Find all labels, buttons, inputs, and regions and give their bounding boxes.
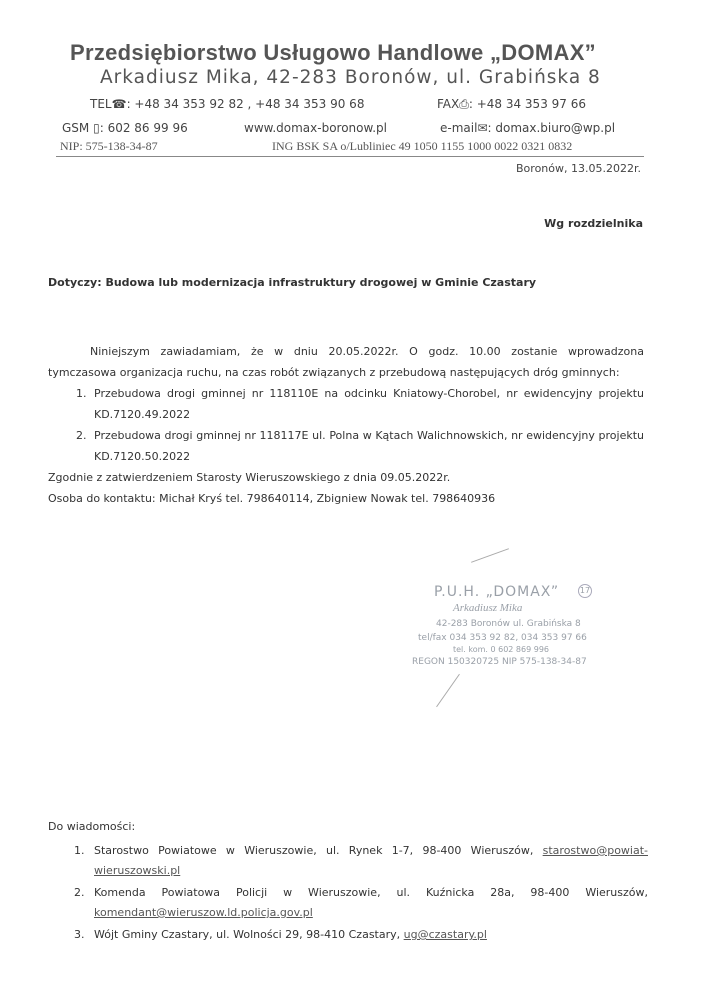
phone-icon: ☎ [111, 97, 127, 111]
email-link[interactable]: komendant@wieruszow.ld.policja.gov.pl [94, 906, 313, 919]
stamp-number: 17 [578, 584, 592, 598]
fax-value: : +48 34 353 97 66 [468, 97, 586, 111]
list-item: 2. Przebudowa drogi gminnej nr 118117E ul. Polna w Kątach Walichnowskich, nr ewidencyjny projektu KD.7120.50.2022 [90, 425, 644, 467]
tel-value: : +48 34 353 92 82 , +48 34 353 90 68 [126, 97, 365, 111]
list-item: 3. Wójt Gminy Czastary, ul. Wolności 29, 98-410 Czastary, ug@czastary.pl [88, 925, 648, 945]
email-link[interactable]: starostwo@powiat-wieruszowski.pl [94, 844, 648, 877]
tel-line [90, 97, 364, 111]
signature-stroke [471, 548, 509, 563]
nip: NIP: 575-138-34-87 [60, 139, 158, 153]
letter-body [48, 341, 644, 509]
stamp-ids: REGON 150320725 NIP 575-138-34-87 [412, 657, 587, 667]
subject-line: Dotyczy: Budowa lub modernizacja infrastruktury drogowej w Gminie Czastary [48, 276, 537, 289]
stamp-mobile: tel. kom. 0 602 869 996 [453, 645, 550, 654]
intro-paragraph: Niniejszym zawiadamiam, że w dniu 20.05.2022r. O godz. 10.00 zostanie wprowadzona tymczasowa organizacja ruchu, na czas robót związanych z przebudową następujących dróg gminnych: [48, 345, 644, 379]
envelope-icon: ✉ [477, 121, 488, 135]
company-name: Przedsiębiorstwo Usługowo Handlowe „DOMAX” [70, 40, 596, 65]
contact-line: Osoba do kontaktu: Michał Kryś tel. 798640114, Zbigniew Nowak tel. 798640936 [48, 492, 496, 505]
fax-icon: ⎙ [459, 97, 469, 111]
gsm-line [62, 121, 188, 135]
distribution: Wg rozdzielnika [544, 217, 643, 230]
copies-label: Do wiadomości: [48, 820, 136, 833]
letter-date: Boronów, 13.05.2022r. [516, 162, 641, 175]
gsm-value: : 602 86 99 96 [99, 121, 188, 135]
list-item: 1. Starostwo Powiatowe w Wieruszowie, ul. Rynek 1-7, 98-400 Wieruszów, starostwo@powiat-wieruszowski.pl [88, 841, 648, 881]
header-divider [56, 156, 644, 157]
list-item: 1. Przebudowa drogi gminnej nr 118110E na odcinku Kniatowy-Chorobel, nr ewidencyjny projektu KD.7120.49.2022 [90, 383, 644, 425]
stamp-telfax: tel/fax 034 353 92 82, 034 353 97 66 [418, 633, 587, 643]
approval-line: Zgodnie z zatwierdzeniem Starosty Wieruszowskiego z dnia 09.05.2022r. [48, 471, 451, 484]
email-label: e-mail [440, 121, 478, 135]
owner-address: Arkadiusz Mika, 42-283 Boronów, ul. Grabińska 8 [100, 67, 601, 88]
gsm-label: GSM [62, 121, 90, 135]
fax-label: FAX [437, 97, 460, 111]
email-line [440, 121, 615, 135]
email-value: : domax.biuro@wp.pl [487, 121, 616, 135]
copies-list [48, 841, 648, 945]
stamp-owner: Arkadiusz Mika [453, 602, 523, 614]
road-list [48, 383, 644, 467]
email-link[interactable]: ug@czastary.pl [403, 928, 487, 941]
website: www.domax-boronow.pl [244, 121, 387, 135]
company-stamp [408, 582, 618, 682]
stamp-address: 42-283 Boronów ul. Grabińska 8 [436, 619, 581, 629]
copies-to [48, 817, 648, 947]
stamp-name: P.U.H. „DOMAX” [434, 584, 560, 600]
list-item: 2. Komenda Powiatowa Policji w Wieruszowie, ul. Kuźnicka 28a, 98-400 Wieruszów, komendant@wieruszow.ld.policja.gov.pl [88, 883, 648, 923]
mobile-icon: ▯ [93, 121, 100, 135]
fax-line [437, 97, 586, 112]
bank-account: ING BSK SA o/Lubliniec 49 1050 1155 1000 0022 0321 0832 [272, 139, 573, 153]
tel-label: TEL [90, 97, 112, 111]
